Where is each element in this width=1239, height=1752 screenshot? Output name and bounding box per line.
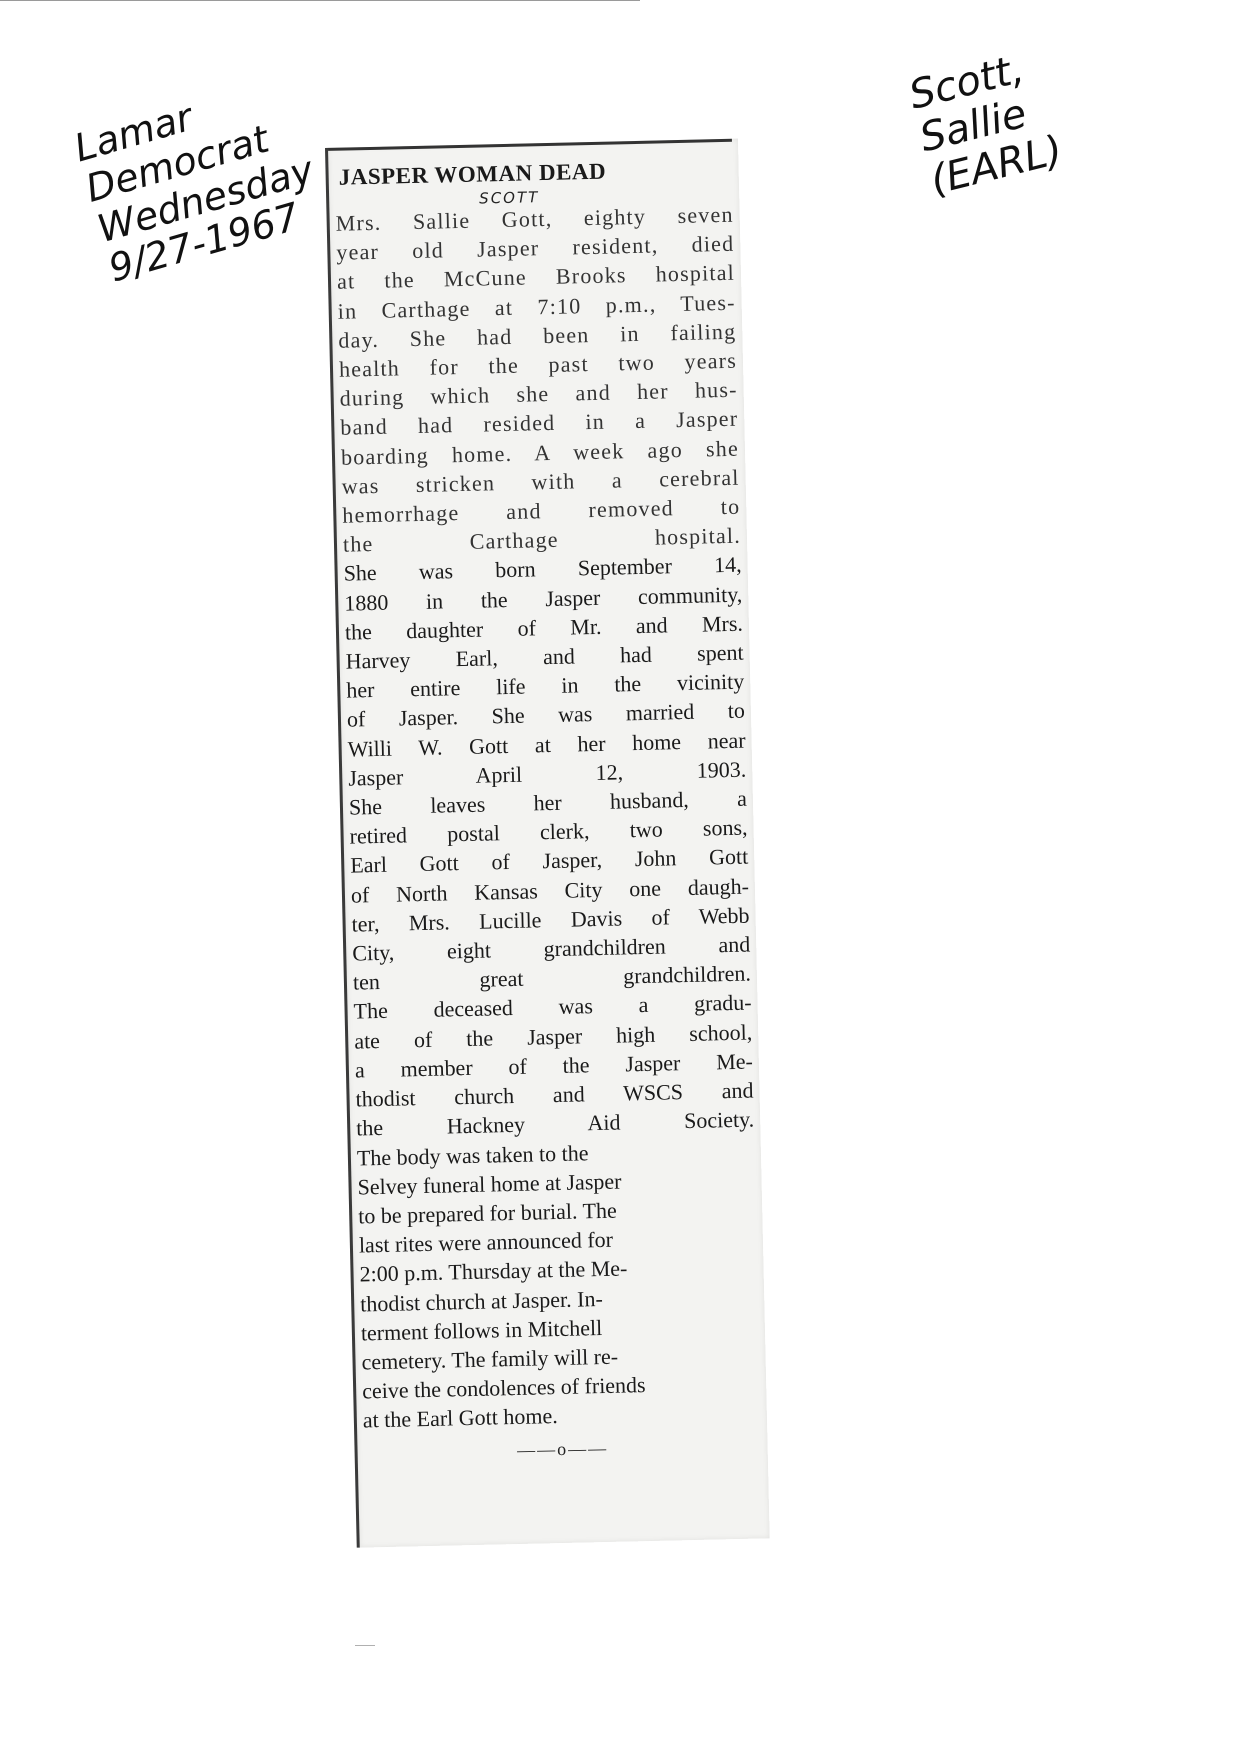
scan-bottom-mark	[355, 1645, 375, 1646]
obituary-paragraph-3: She leaves her husband, a retired postal clerk, two sons, Earl Gott of Jasper, John Gott of North Kansas City one daugh- ter, Mrs. Lucille Davis of Webb City, eight grandchildren and ten great grandchildren.	[348, 785, 752, 995]
obituary-paragraph-2: She was born September 14, 1880 in the Jasper community, the daughter of Mr. and Mrs. Harvey Earl, and had spent her entire life in the vicinity of Jasper. She was married to Willi W. Gott at her home near Jasper April 12, 1903.	[343, 552, 747, 791]
obituary-paragraph-1: Mrs. Sallie Gott, eighty seven year old Jasper resident, died at the McCune Brooks hospital in Carthage at 7:10 p.m., Tues- day. She had been in failing health for the past two years during which she and her hus- band had resided in a Jasper boarding home. A week ago she was stricken with a cerebral hemorrhage and removed to the Carthage hospital.	[335, 201, 742, 557]
handwritten-source-note: Lamar Democrat Wednesday 9/27-1967	[69, 94, 319, 291]
scan-top-edge-line	[0, 0, 640, 1]
headline-text: JASPER WOMAN DEAD	[338, 158, 607, 190]
clipping-headline	[328, 142, 739, 191]
obituary-paragraph-4: The deceased was a gradu- ate of the Jasper high school, a member of the Jasper Me- thodist church and WSCS and the Hackney Aid Society.	[353, 990, 755, 1141]
clipping-end-mark: ——o——	[516, 1437, 609, 1460]
handwritten-inserted-name: SCOTT	[478, 188, 540, 208]
newspaper-clipping	[325, 139, 770, 1548]
handwritten-name-note: Scott, Sallie (EARL)	[904, 45, 1068, 205]
obituary-paragraph-5: The body was taken to the Selvey funeral home at Jasper to be prepared for burial. The last rites were announced for 2:00 p.m. Thursday at the Me- thodist church at Jasper. In- terment follows in Mitchell cemetery. The family will re- ceive the condolences of friends at the Earl Gott home.	[356, 1139, 646, 1433]
